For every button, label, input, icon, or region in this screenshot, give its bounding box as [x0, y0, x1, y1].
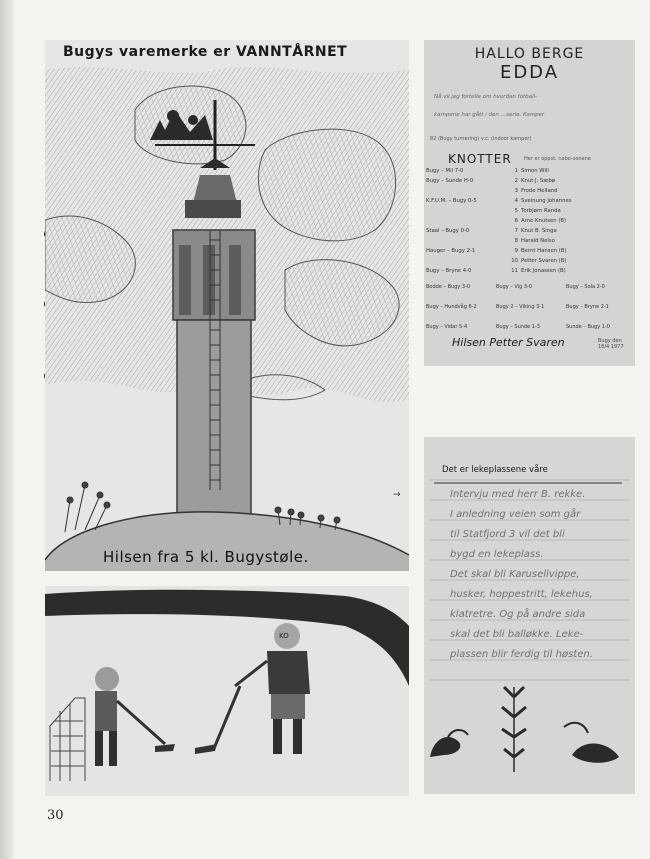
list-item	[426, 178, 633, 188]
player-name: Harald Nelso	[521, 238, 555, 244]
player-number: 9	[514, 248, 518, 254]
player-name: Erik Jonassen (B)	[521, 268, 566, 274]
match-result: Bodde – Bugy 3-0	[426, 284, 471, 290]
page-number: 30	[47, 808, 64, 823]
letter-intro-1: Nå vil jeg fortelle om hvordan fotball-	[434, 94, 538, 100]
page-spine	[0, 0, 14, 859]
essay-line: bygd en lekeplass.	[450, 549, 544, 560]
match-result: Bugy 2 – Viking 3-1	[496, 304, 545, 310]
list-item	[426, 248, 633, 258]
list-item	[426, 168, 633, 178]
match-result: Bugy – Hundvåg 6-2	[426, 304, 477, 310]
match-result: Bugy – Sola 2-0	[566, 284, 605, 290]
match-result: Staal – Bugy 0-0	[426, 228, 470, 234]
match-result: Bugy – Mil 7-0	[426, 168, 464, 174]
match-result	[426, 258, 508, 268]
more-results	[426, 284, 633, 330]
match-result: K.F.U.M. – Bugy 0-5	[426, 198, 477, 204]
list-item	[426, 208, 633, 218]
list-item	[426, 258, 633, 268]
player-number: 7	[514, 228, 518, 234]
essay-title: Det er lekeplassene våre	[442, 465, 548, 475]
results-list	[426, 168, 633, 278]
player-name: Knut J. Sæbø	[521, 178, 556, 184]
list-item	[426, 228, 633, 238]
match-result: Bugy – Vig 3-0	[496, 284, 533, 290]
player-number: 2	[514, 178, 518, 184]
match-result	[426, 218, 508, 228]
match-result: Hauger – Bugy 2-1	[426, 248, 476, 254]
player-number: 3	[514, 188, 518, 194]
svg-text:→: →	[393, 490, 401, 500]
player-name: Frode Helland	[521, 188, 558, 194]
playground-essay	[424, 437, 635, 794]
water-tower-drawing	[45, 40, 409, 571]
drawing-caption: Hilsen fra 5 kl. Bugystøle.	[103, 548, 309, 566]
player-name: Bernt Hansen (B)	[521, 248, 567, 254]
player-number: 8	[514, 238, 518, 244]
essay-line: Det skal bli Karusellvippe,	[450, 569, 580, 580]
player-name: Simon Will	[521, 168, 549, 174]
knotter-subtitle: Her er oppst. nabo-sonene	[524, 156, 591, 162]
list-item	[426, 198, 633, 208]
match-result	[426, 188, 508, 198]
leaf-left-icon	[430, 730, 468, 757]
essay-body	[450, 485, 633, 665]
player-number: 5	[514, 208, 518, 214]
player-number: 6	[514, 218, 518, 224]
letter-signature-date: Bugy den 18/4 1977	[598, 338, 624, 350]
essay-line: skal det bli balløkke. Leke-	[450, 629, 584, 640]
essay-line: I anledning veien som går	[450, 509, 581, 520]
letter-intro-2: kampene har gått i den …serie. Kamper	[434, 112, 545, 118]
essay-line: plassen blir ferdig til høsten.	[450, 649, 593, 660]
player-number: 4	[514, 198, 518, 204]
letter-signature: Hilsen Petter Svaren	[452, 336, 565, 349]
list-item	[426, 268, 633, 278]
player-name: Sveinung Johannes	[521, 198, 572, 204]
hockey-drawing	[45, 586, 409, 796]
match-result: Bugy – Bryne 2-1	[566, 304, 609, 310]
list-item	[426, 218, 633, 228]
letter-intro-3: 82 (Bugy turnering) v.c. (indoor kamper)	[430, 136, 532, 142]
match-result: Sunde – Bugy 1-0	[566, 324, 610, 330]
list-item	[426, 238, 633, 248]
list-item	[426, 188, 633, 198]
player-name: Arne Knutsen (B)	[521, 218, 567, 224]
football-letter	[424, 40, 635, 366]
match-result: Bugy – Vidar 5-4	[426, 324, 468, 330]
player-name: Petter Svaren (B)	[521, 258, 567, 264]
player-number: 1	[514, 168, 518, 174]
player-number: 10	[511, 258, 518, 264]
letter-greeting-1: HALLO BERGE	[474, 46, 585, 62]
essay-line: til Statfjord 3 vil det bli	[450, 529, 565, 540]
player-name: Torbjørn Randa	[521, 208, 561, 214]
match-result	[426, 208, 508, 218]
essay-line: klatretre. Og på andre sida	[450, 609, 586, 620]
match-result: Bugy – Sunde H-0	[426, 178, 474, 184]
letter-greeting-2: EDDA	[499, 62, 560, 83]
match-result: Bugy – Bryne 4-0	[426, 268, 472, 274]
player-name: Knut B. Singa	[521, 228, 557, 234]
match-result: Bugy – Sunde 1-3	[496, 324, 540, 330]
essay-line: Intervju med herr B. rekke.	[450, 489, 586, 500]
flower-sprig-icon	[502, 687, 526, 772]
drawing-heading: Bugys varemerke er VANNTÅRNET	[63, 44, 348, 60]
knotter-title: KNOTTER	[448, 152, 512, 166]
essay-line: husker, hoppestritt, lekehus,	[450, 589, 593, 600]
svg-text:KO: KO	[279, 632, 289, 640]
match-result	[426, 238, 508, 248]
leaf-right-icon	[564, 723, 619, 763]
player-number: 11	[511, 268, 518, 274]
